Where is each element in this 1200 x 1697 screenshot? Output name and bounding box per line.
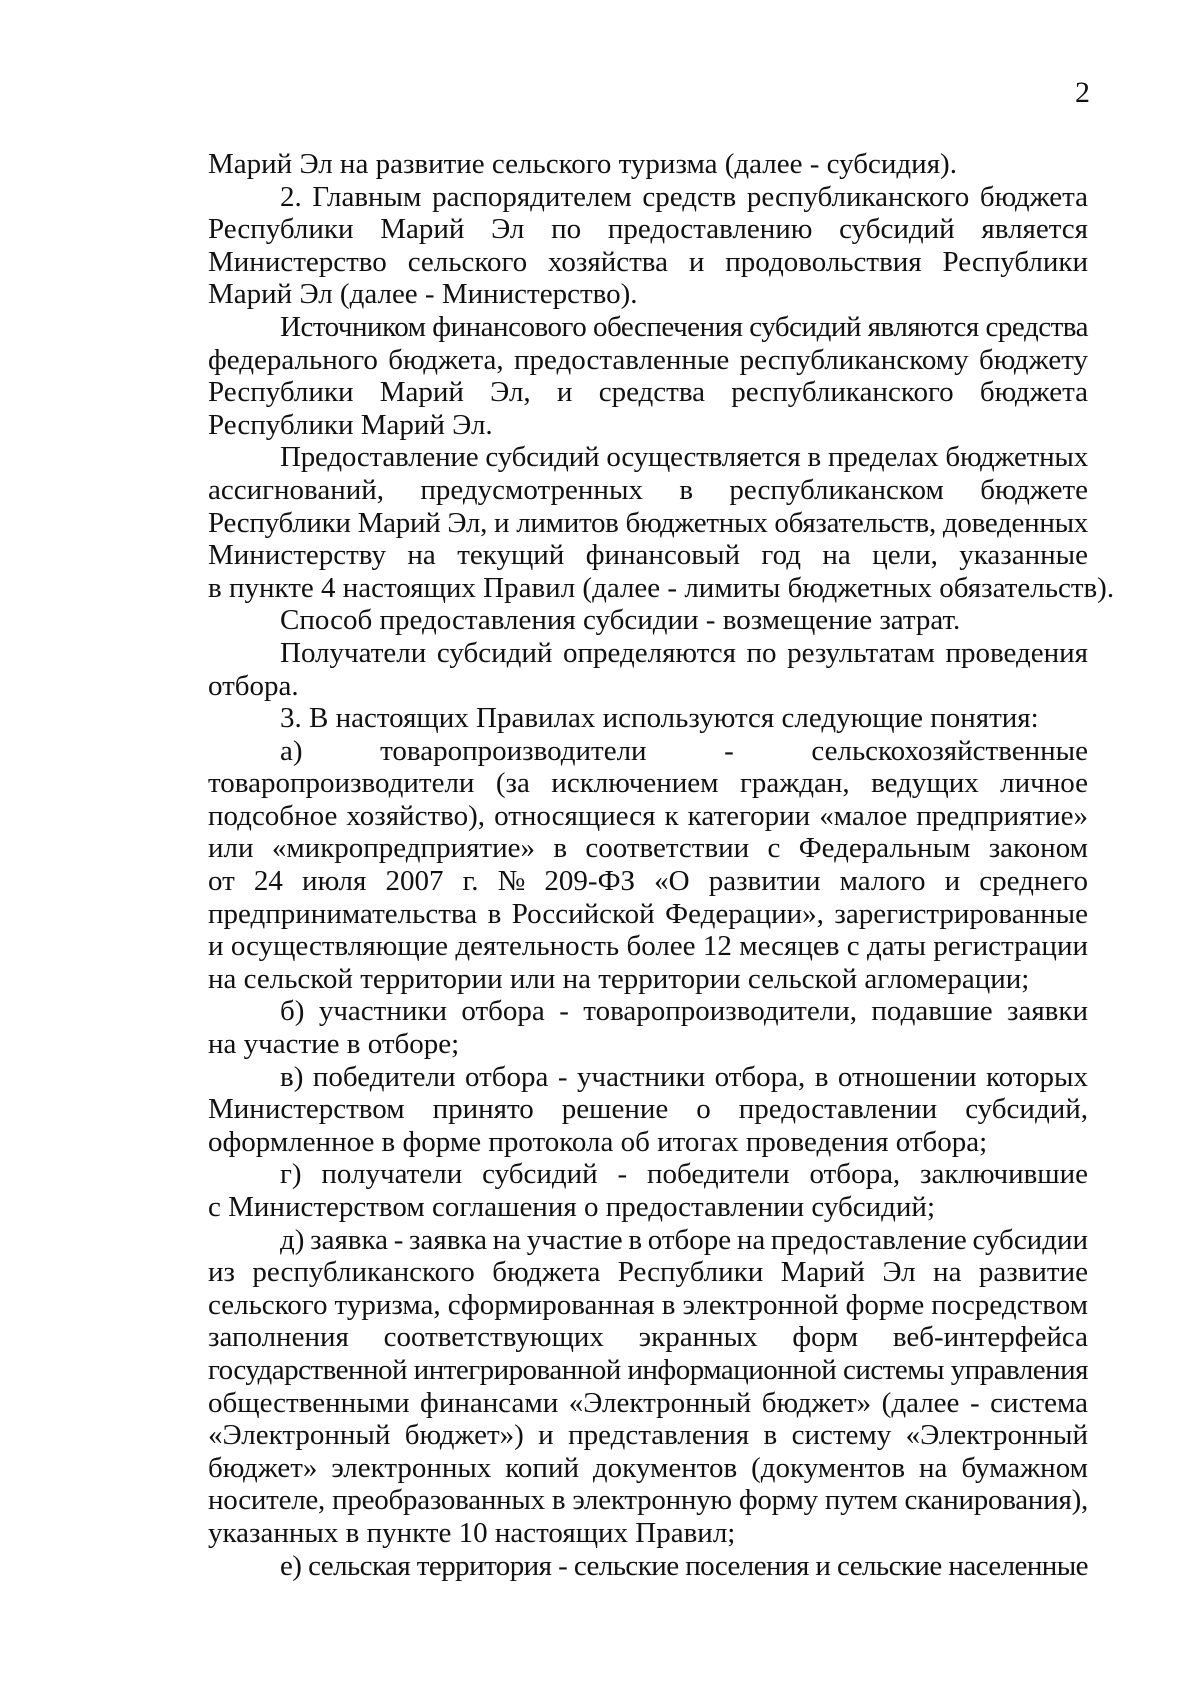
text-line: подсобное хозяйство), относящиеся к категории «малое предприятие» — [208, 799, 1088, 832]
text-line: Республики Марий Эл, и лимитов бюджетных обязательств, доведенных — [208, 506, 1088, 539]
text-line: Министерству на текущий финансовый год на цели, указанные — [208, 539, 1088, 572]
text-line: 2. Главным распорядителем средств республиканского бюджета — [280, 180, 1088, 213]
text-line: в пункте 4 настоящих Правил (далее - лимиты бюджетных обязательств). — [208, 571, 1115, 604]
text-line: б) участники отбора - товаропроизводители, подавшие заявки — [280, 995, 1088, 1028]
text-line: общественными финансами «Электронный бюджет» (далее - система — [208, 1386, 1088, 1419]
text-line: государственной интегрированной информационной системы управления — [208, 1353, 1089, 1386]
text-line: 3. В настоящих Правилах используются следующие понятия: — [280, 702, 1039, 735]
text-line: Марий Эл на развитие сельского туризма (далее - субсидия). — [208, 148, 957, 180]
text-line: носителе, преобразованных в электронную форму путем сканирования), — [208, 1484, 1088, 1517]
text-line: товаропроизводители (за исключением граждан, ведущих личное — [208, 767, 1088, 800]
page-number: 2 — [1075, 76, 1090, 109]
text-line: «Электронный бюджет») и представления в систему «Электронный — [208, 1419, 1088, 1452]
text-line: д) заявка - заявка на участие в отборе на предоставление субсидии — [280, 1223, 1088, 1256]
text-line: на сельской территории или на территории сельской агломерации; — [208, 962, 1030, 995]
text-line: федерального бюджета, предоставленные республиканскому бюджету — [208, 343, 1088, 376]
document-body — [208, 148, 1115, 1582]
text-line: в) победители отбора - участники отбора, в отношении которых — [280, 1060, 1088, 1093]
text-line: из республиканского бюджета Республики Марий Эл на развитие — [208, 1256, 1088, 1289]
text-line: отбора. — [208, 669, 299, 702]
text-line: Министерство сельского хозяйства и продовольствия Республики — [208, 245, 1088, 278]
text-line: г) получатели субсидий - победители отбора, заключившие — [280, 1158, 1088, 1191]
text-line: предпринимательства в Российской Федерации», зарегистрированные — [208, 897, 1088, 930]
text-line: бюджет» электронных копий документов (документов на бумажном — [208, 1451, 1088, 1484]
text-line: Предоставление субсидий осуществляется в пределах бюджетных — [280, 441, 1088, 474]
text-line: сельского туризма, сформированная в электронной форме посредством — [208, 1288, 1088, 1321]
text-line: указанных в пункте 10 настоящих Правил; — [208, 1516, 736, 1549]
text-line: Способ предоставления субсидии - возмещение затрат. — [280, 604, 961, 637]
text-line: Республики Марий Эл, и средства республиканского бюджета — [208, 376, 1088, 409]
text-line: заполнения соответствующих экранных форм веб-интерфейса — [208, 1321, 1088, 1354]
text-line: Марий Эл (далее - Министерство). — [208, 278, 638, 311]
text-line: ассигнований, предусмотренных в республиканском бюджете — [208, 473, 1088, 506]
text-line: Источником финансового обеспечения субсидий являются средства — [280, 310, 1088, 343]
text-line: е) сельская территория - сельские поселения и сельские населенные — [280, 1549, 1088, 1582]
text-line: или «микропредприятие» в соответствии с Федеральным законом — [208, 832, 1088, 865]
text-line: Министерством принято решение о предоставлении субсидий, — [208, 1093, 1088, 1126]
text-line: от 24 июля 2007 г. № 209-ФЗ «О развитии малого и среднего — [208, 865, 1088, 898]
text-line: оформленное в форме протокола об итогах проведения отбора; — [208, 1125, 988, 1158]
text-line: Республики Марий Эл по предоставлению субсидий является — [208, 213, 1088, 246]
text-line: а) товаропроизводители - сельскохозяйственные — [280, 734, 1088, 767]
text-line: и осуществляющие деятельность более 12 месяцев с даты регистрации — [208, 930, 1088, 963]
text-line: с Министерством соглашения о предоставлении субсидий; — [208, 1191, 936, 1223]
text-line: на участие в отборе; — [208, 1028, 460, 1061]
text-line: Республики Марий Эл. — [208, 408, 493, 441]
text-line: Получатели субсидий определяются по результатам проведения — [280, 636, 1088, 669]
